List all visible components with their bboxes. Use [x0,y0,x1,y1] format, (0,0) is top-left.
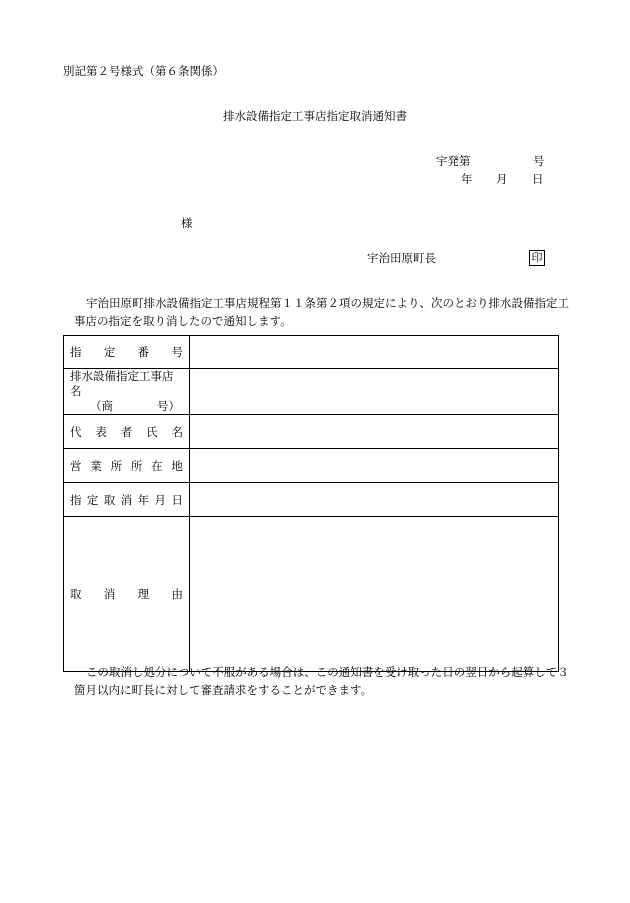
label-char: 号 [171,345,183,359]
row-label-office-address [64,449,190,483]
label-char: 在 [151,458,163,473]
body-text: 宇治田原町排水設備指定工事店規程第１１条第２項の規定により、次のとおり排水設備指定工事店の指定を取り消したので通知します。 [74,296,569,328]
row-label-representative [64,415,190,449]
row-label-designation-number [64,336,190,369]
contractor-name-field [189,369,558,415]
label-char: 営 [70,458,82,473]
label-char: 日 [171,492,183,507]
table-row [64,415,559,449]
label-char: 氏 [146,424,158,439]
label-char: 取 [103,492,116,507]
label-char: 年 [137,492,150,507]
date-year-label: 年 [461,172,473,186]
label-char: 月 [154,492,167,507]
cancellation-date-field [189,483,558,517]
table-row [64,517,559,672]
form-reference: 別記第２号様式（第６条関係） [63,64,224,78]
row-label-cancellation-date [64,483,190,517]
label-char: 由 [171,587,183,601]
label-char: 消 [103,587,116,601]
label-char: 地 [171,458,183,473]
label-line: 排水設備指定工事店名 [70,369,174,398]
label-char: 名 [171,424,183,439]
row-label-contractor-name [64,369,190,415]
label-char: 定 [103,345,116,359]
label-char: 定 [86,492,99,507]
label-part: 号） [157,399,180,413]
footer-notice-text: この取消し処分について不服がある場合は、この通知書を受け取った日の翌日から起算して３箇月以内に町長に対して審査請求をすることができます。 [74,665,569,697]
label-char: 所 [110,458,123,473]
date-day-label: 日 [532,172,544,186]
label-char: 理 [137,587,150,601]
table-row [64,336,559,369]
issuer-name: 宇治田原町長 [367,251,436,265]
reference-number-label: 宇発第 [436,154,471,168]
table-row [64,483,559,517]
body-paragraph [74,294,574,330]
row-label-cancellation-reason [64,517,190,672]
details-table [63,335,559,672]
label-part: （商 [90,399,113,413]
label-char: 表 [95,424,107,439]
label-char: 指 [70,345,82,359]
representative-field [189,415,558,449]
label-char: 所 [130,458,143,473]
recipient-honorific: 様 [181,216,193,230]
cancellation-reason-field [189,517,558,672]
label-char: 消 [120,492,133,507]
label-char: 取 [70,587,82,601]
label-char: 指 [70,492,82,507]
designation-number-field [189,336,558,369]
footer-notice [74,663,574,699]
date-month-label: 月 [496,172,508,186]
label-char: 業 [90,458,102,473]
table-row [64,369,559,415]
label-char: 番 [137,345,150,359]
label-char: 代 [70,424,82,439]
document-title: 排水設備指定工事店指定取消通知書 [223,109,407,123]
table-row [64,449,559,483]
reference-number-suffix: 号 [533,154,545,168]
office-address-field [189,449,558,483]
label-char: 者 [120,424,133,439]
seal-mark: 印 [529,250,545,266]
